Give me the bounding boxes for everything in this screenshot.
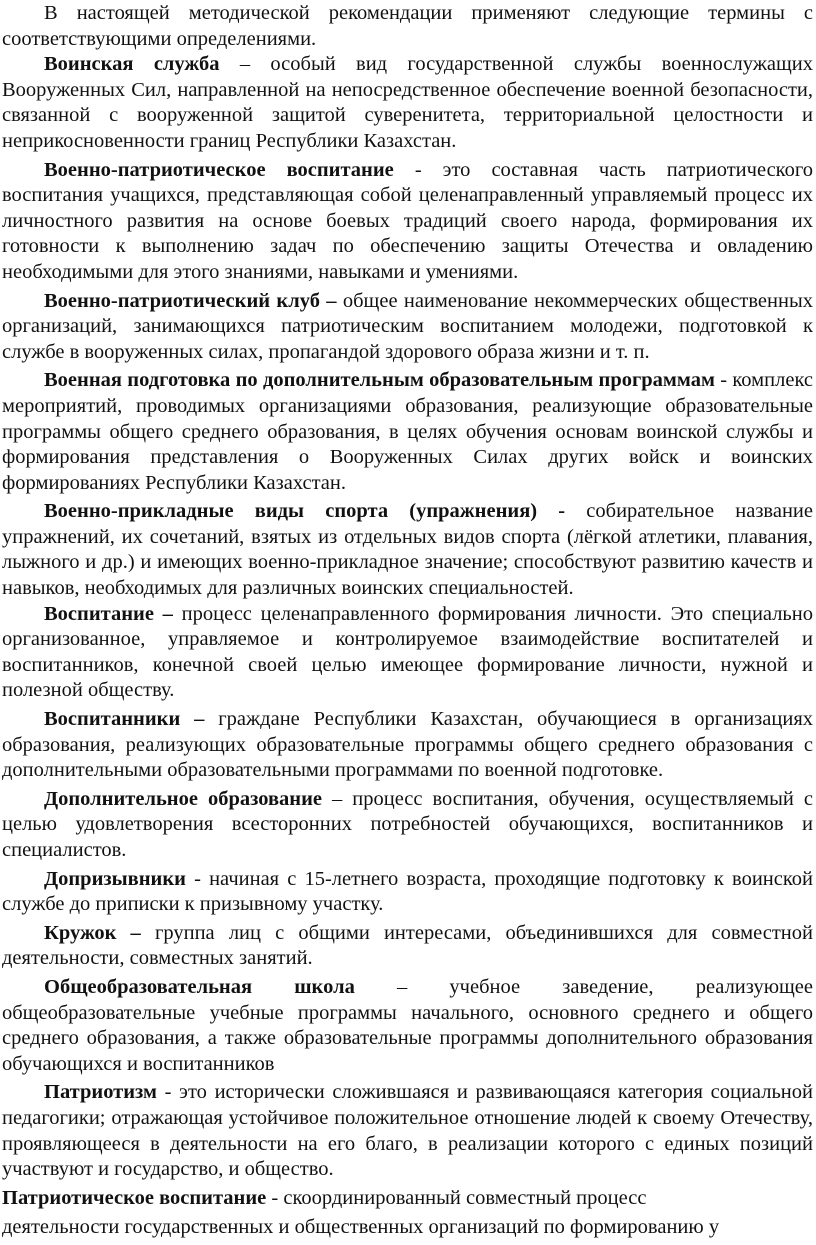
term-label: Воспитанники – xyxy=(44,708,205,731)
definition-text: - это исторически сложившаяся и развивающаяся категория социальной педагогики; отражающая устойчивое положительное отношение людей к своему Отечеству, проявляющееся в деятельности на его благо, в реализации которого с единых позиций участвуют и государство, и общество. xyxy=(2,1081,813,1181)
term-label: Патриотическое воспитание xyxy=(2,1186,267,1209)
definition-voennaya-podgotovka xyxy=(2,368,813,496)
definition-text: – учебное заведение, реализующее общеобразовательные учебные программы начального, основного среднего и общего среднего образования, а также образовательные программы дополнительного образования обучающихся и воспитанников xyxy=(2,975,813,1075)
definition-text: граждане Республики Казахстан, обучающиеся в организациях образования, реализующих образовательные программы общего среднего образования с дополнительными образовательными программами по военной подготовке. xyxy=(2,708,813,782)
definition-kruzhok xyxy=(2,921,813,972)
definition-obshcheobrazovatelnaya-shkola xyxy=(2,975,813,1077)
definition-patriotizm xyxy=(2,1080,813,1182)
definition-voenno-prikladnye-vidy-sporta xyxy=(2,499,813,601)
term-label: Дополнительное образование xyxy=(44,787,322,810)
definition-doprizyvniki xyxy=(2,867,813,918)
definition-text: группа лиц с общими интересами, объединившихся для совместной деятельности, совместных занятий. xyxy=(2,921,813,970)
term-label: Патриотизм xyxy=(44,1081,157,1104)
definition-voinskaya-sluzhba xyxy=(2,52,813,154)
definition-vospitanniki xyxy=(2,707,813,784)
definition-text: - скоординированный совместный процесс xyxy=(266,1186,647,1209)
document-page xyxy=(2,1,813,1241)
definition-text: процесс целенаправленного формирования личности. Это специально организованное, управляемое и контролируемое взаимодействие воспитателей и воспитанников, конечной своей целью имеющее формирование личности, нужной и полезной обществу. xyxy=(2,602,813,702)
definition-text: - комплекс мероприятий, проводимых организациями образования, реализующие образовательные программы общего среднего образования, в целях обучения основам воинской службы и формирования представления о Вооруженных Силах других войск и воинских формированиях Республики Казахстан. xyxy=(2,369,813,494)
intro-paragraph: В настоящей методической рекомендации применяют следующие термины с соответствующими определениями. xyxy=(2,2,813,50)
definition-voenno-patrioticheskiy-klub xyxy=(2,289,813,366)
definition-patrioticheskoe-vospitanie xyxy=(2,1186,813,1212)
term-label: Воинская служба xyxy=(44,53,220,76)
definition-text: – особый вид государственной службы военнослужащих Вооруженных Сил, направленной на непосредственное обеспечение военной безопасности, связанной с вооруженной защитой суверенитета, территориальной целостности и неприкосновенности границ Республики Казахстан. xyxy=(2,53,813,152)
term-label: Военная подготовка по дополнительным образовательным программам xyxy=(44,369,715,392)
term-label: Военно-прикладные виды спорта (упражнения) - xyxy=(44,500,566,523)
definition-text: - это составная часть патриотического воспитания учащихся, представляющая собой целенаправленный управляемый процесс их личностного развития на основе боевых традиций своего народа, формирования их готовности к выполнению задач по обеспечению защиты Отечества и овладению необходимыми для этого знаниями, навыками и умениями. xyxy=(2,158,813,283)
term-label: Воспитание – xyxy=(44,602,173,625)
definition-dopolnitelnoe-obrazovanie xyxy=(2,787,813,864)
definition-text: - начиная с 15-летнего возраста, проходящие подготовку к воинской службе до приписки к призывному участку. xyxy=(2,867,813,916)
definition-continuation-line: деятельности государственных и общественных организаций по формированию у xyxy=(2,1216,720,1239)
definition-vospitanie xyxy=(2,602,813,704)
definition-text: – процесс воспитания, обучения, осуществляемый с целью удовлетворения всесторонних потребностей обучающихся, воспитанников и специалистов. xyxy=(2,787,813,861)
term-label: Общеобразовательная школа xyxy=(44,975,355,998)
term-label: Военно-патриотический клуб – xyxy=(44,289,337,312)
term-label: Кружок – xyxy=(44,921,141,944)
term-label: Военно-патриотическое воспитание xyxy=(44,158,394,181)
term-label: Допризывники xyxy=(44,867,186,890)
definition-voenno-patrioticheskoe-vospitanie xyxy=(2,158,813,286)
definition-text: собирательное название упражнений, их сочетаний, взятых из отдельных видов спорта (лёгкой атлетики, плавания, лыжного и др.) и имеющих военно-прикладное значение; способствуют развитию качеств и навыков, необходимых для различных воинских специальностей. xyxy=(2,500,813,600)
definition-text: общее наименование некоммерческих общественных организаций, занимающихся патриотическим воспитанием молодежи, подготовкой к службе в вооруженных силах, пропагандой здорового образа жизни и т. п. xyxy=(2,289,813,363)
